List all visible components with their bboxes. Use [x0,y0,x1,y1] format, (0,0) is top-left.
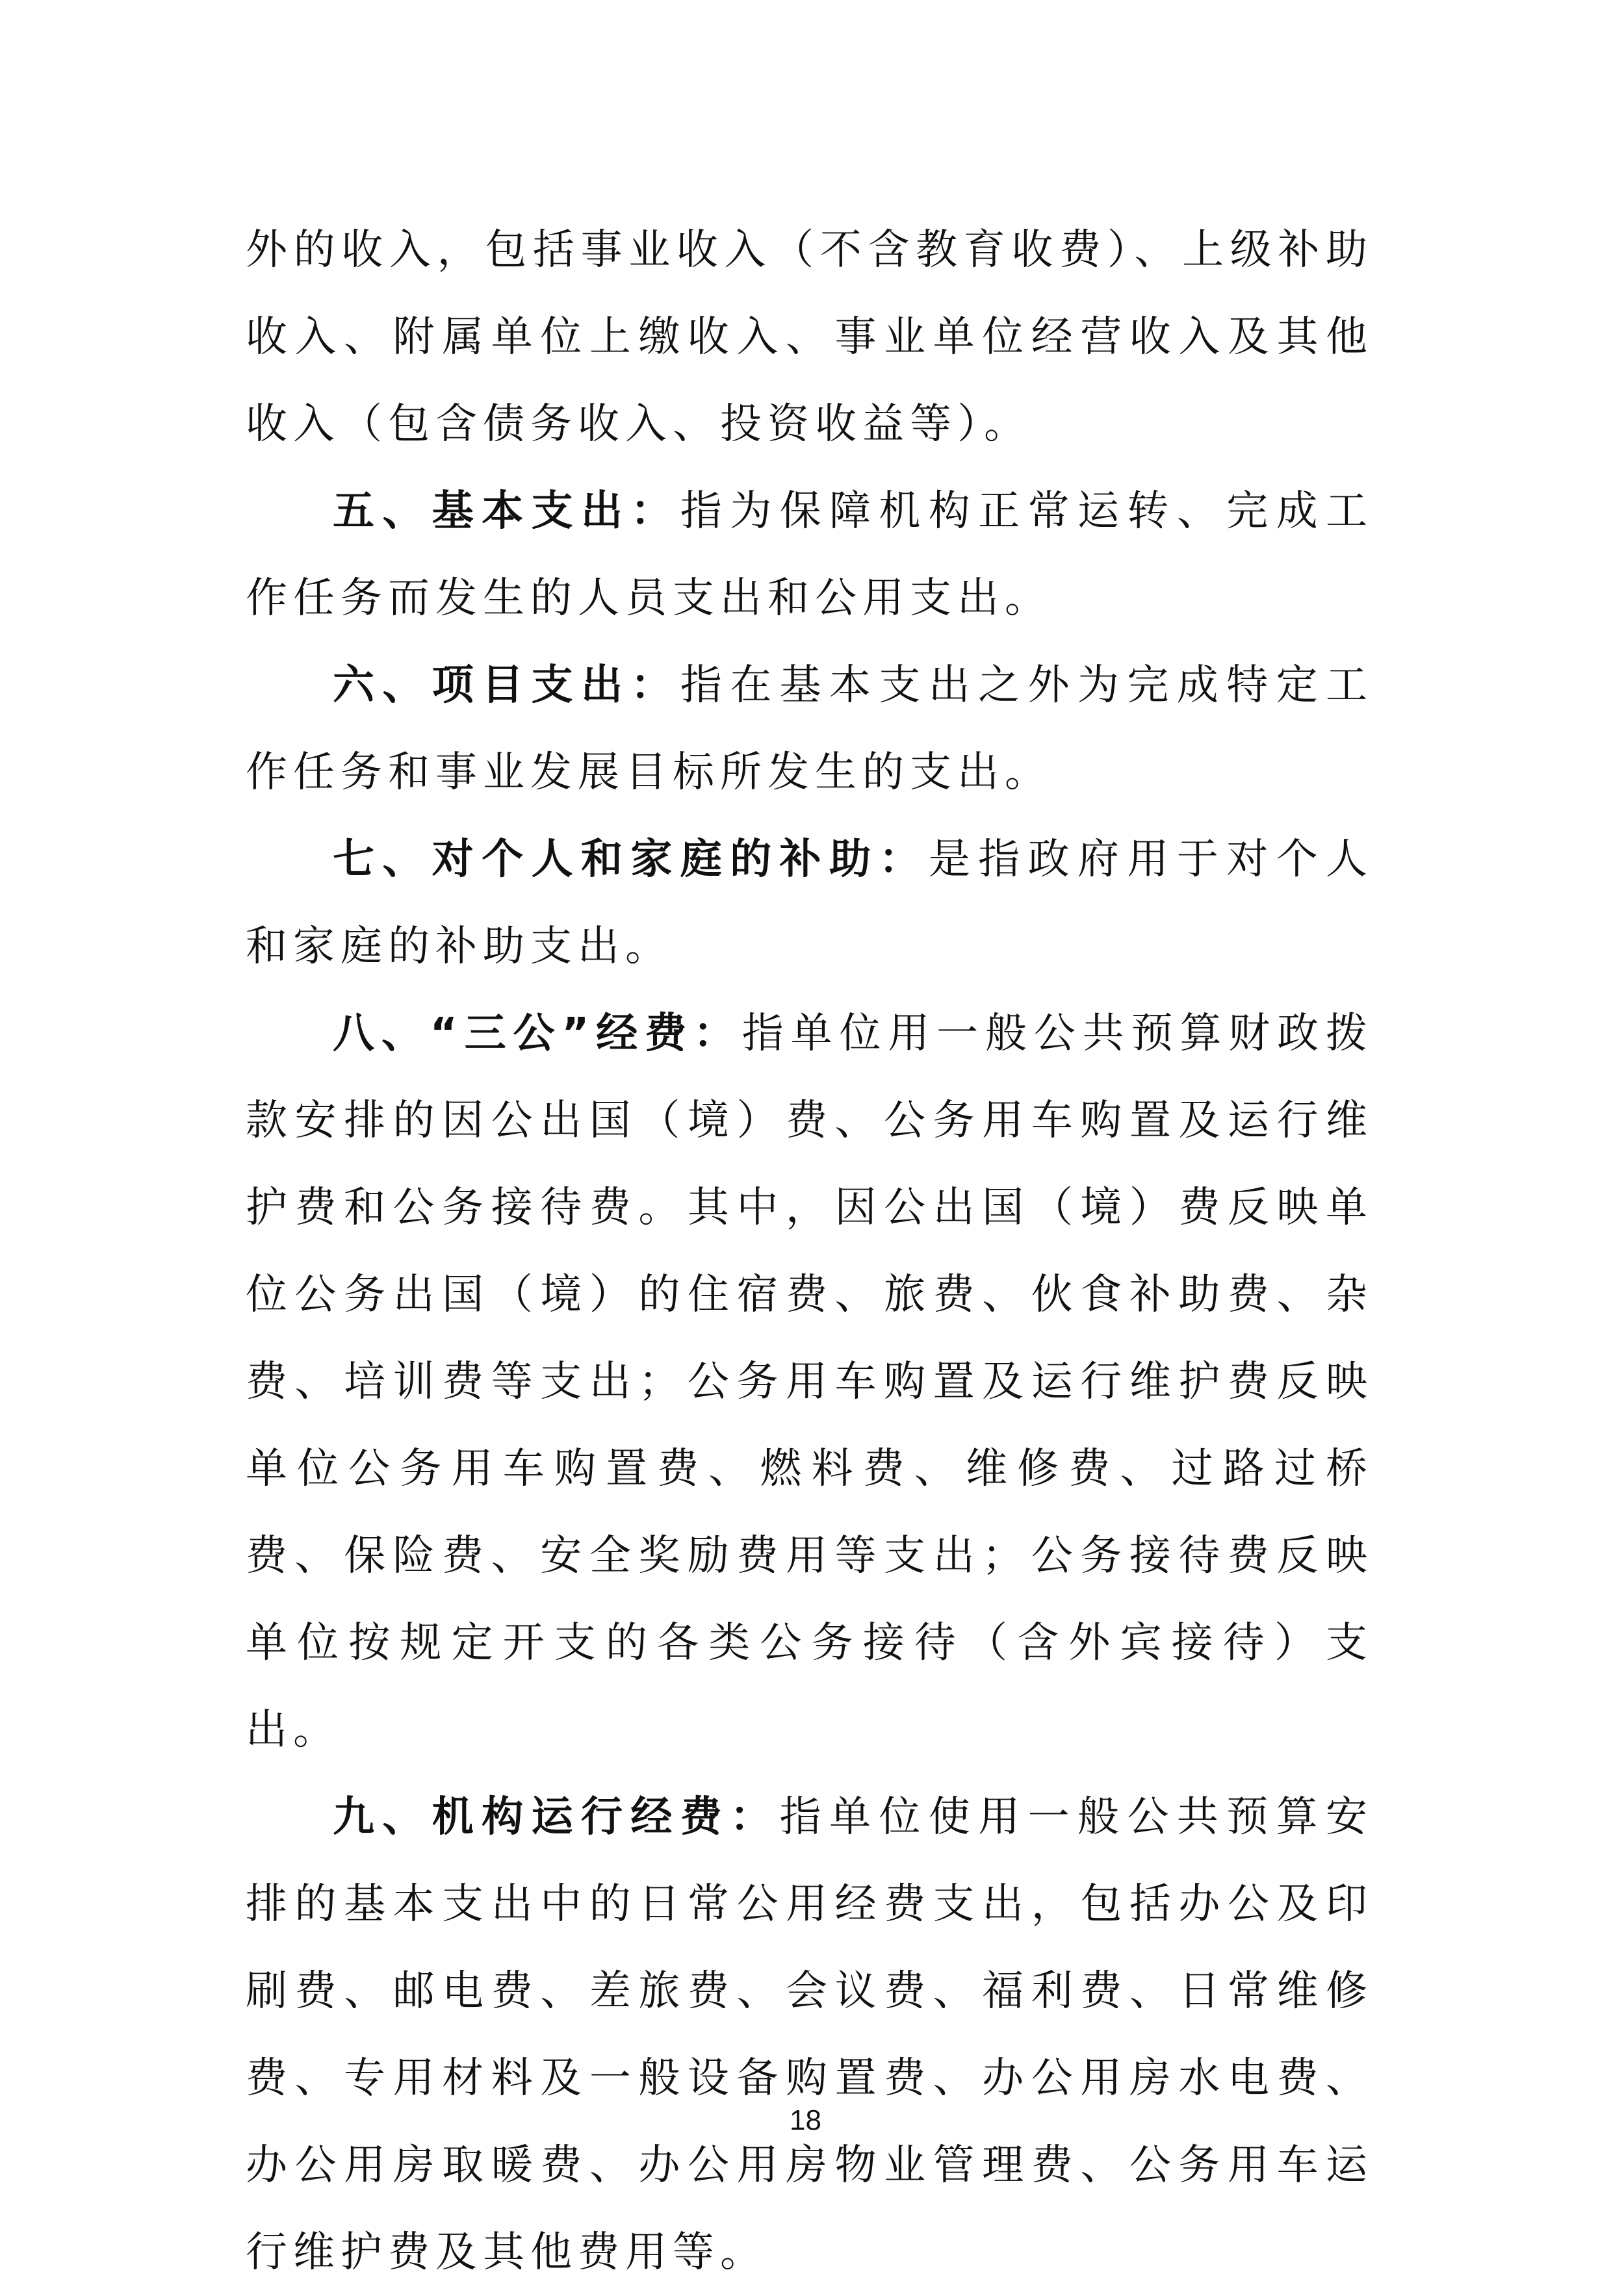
paragraph-text: 指单位使用一般公共预算安排的基本支出中的日常公用经费支出，包括办公及印刷费、邮电费、差旅费、会议费、福利费、日常维修费、专用材料及一般设备购置费、办公用房水电费、办公用房取暖费、办公用房物业管理费、公务用车运行维护费及其他费用等。 [246,1793,1374,2277]
document-body [246,207,1373,2296]
paragraph-household-subsidy [246,816,1373,990]
paragraph-text: 指单位用一般公共预算财政拨款安排的因公出国（境）费、公务用车购置及运行维护费和公务接待费。其中，因公出国（境）费反映单位公务出国（境）的住宿费、旅费、伙食补助费、杂费、培训费等支出；公务用车购置及运行维护费反映单位公务用车购置费、燃料费、维修费、过路过桥费、保险费、安全奖励费用等支出；公务接待费反映单位按规定开支的各类公务接待（含外宾接待）支出。 [246,1010,1374,1754]
paragraph-term: 五、基本支出： [333,487,680,535]
paragraph-text: 指在基本支出之外为完成特定工作任务和事业发展目标所发生的支出。 [246,661,1374,797]
paragraph-operating-expenses [246,1774,1373,2296]
paragraph-continued-income [246,207,1373,468]
paragraph-term: 九、机构运行经费： [333,1793,780,1841]
paragraph-term: 七、对个人和家庭的补助： [333,835,929,884]
paragraph-basic-expenditure [246,468,1373,642]
page-number: 18 [790,2104,821,2136]
paragraph-text: 是指政府用于对个人和家庭的补助支出。 [246,835,1374,971]
paragraph-text: 指为保障机构正常运转、完成工作任务而发生的人员支出和公用支出。 [246,487,1374,622]
paragraph-three-public-expenses [246,990,1373,1774]
paragraph-term: 六、项目支出： [333,661,680,709]
paragraph-term: 八、“三公”经费： [333,1010,742,1058]
paragraph-text: 外的收入，包括事业收入（不含教育收费）、上级补助收入、附属单位上缴收入、事业单位经营收入及其他收入（包含债务收入、投资收益等）。 [246,226,1373,448]
paragraph-project-expenditure [246,642,1373,816]
